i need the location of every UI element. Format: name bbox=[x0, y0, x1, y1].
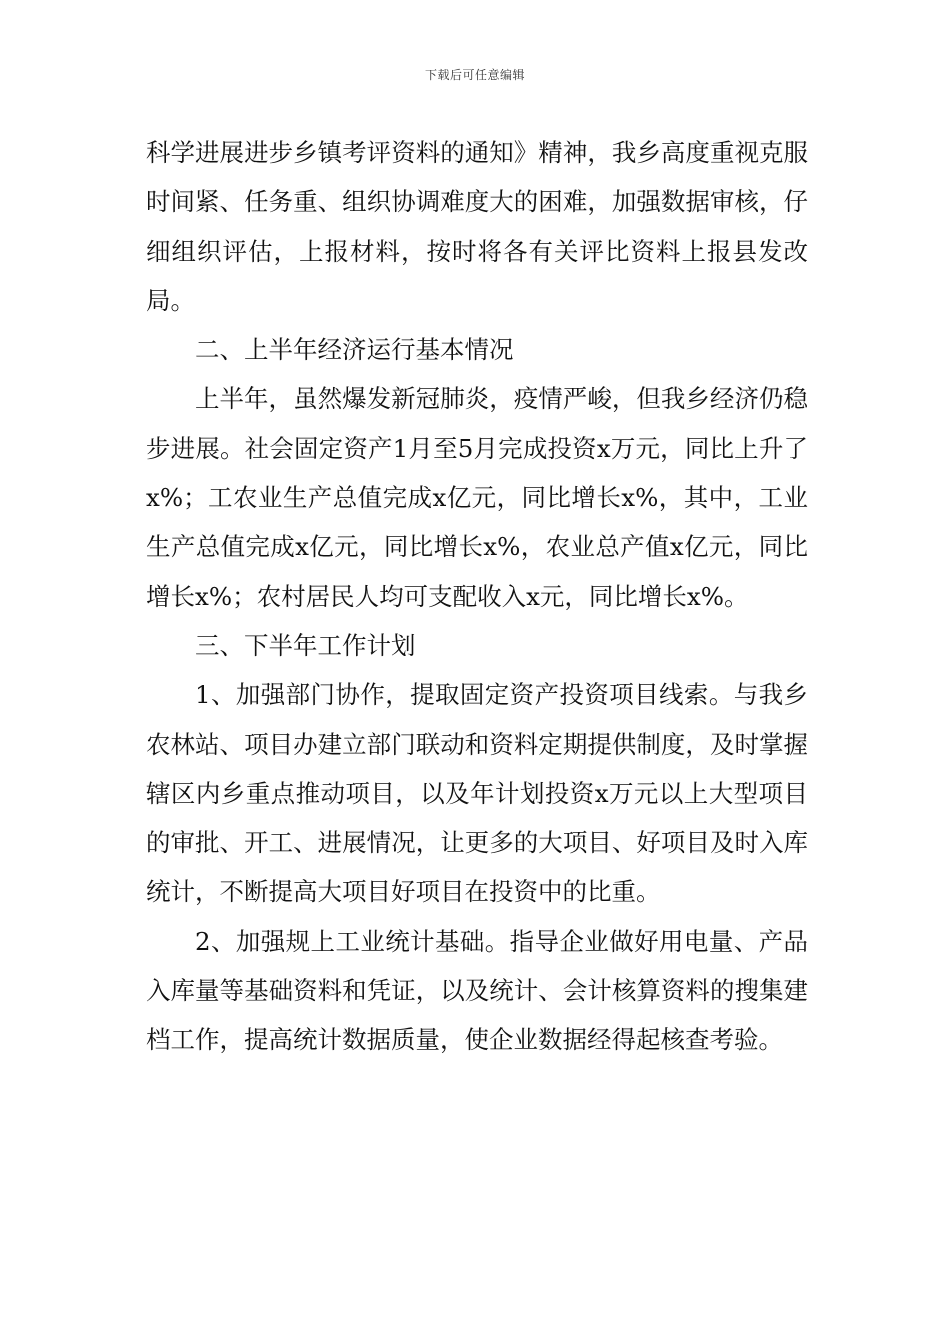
paragraph-evaluation: 科学进展进步乡镇考评资料的通知》精神，我乡高度重视克服时间紧、任务重、组织协调难度大的困难，加强数据审核，仔细组织评估，上报材料，按时将各有关评比资料上报县发改局。 bbox=[146, 138, 808, 315]
paragraph-plan-item-1: 1、加强部门协作，提取固定资产投资项目线索。与我乡农林站、项目办建立部门联动和资料定期提供制度，及时掌握辖区内乡重点推动项目，以及年计划投资x万元以上大型项目的审批、开工、进展情况，让更多的大项目、好项目及时入库统计，不断提高大项目好项目在投资中的比重。 bbox=[146, 680, 808, 907]
section-heading-plan: 三、下半年工作计划 bbox=[195, 630, 416, 660]
paragraph-economy: 上半年，虽然爆发新冠肺炎，疫情严峻，但我乡经济仍稳步进展。社会固定资产1月至5月完成投资x万元，同比上升了x%；工农业生产总值完成x亿元，同比增长x%，其中，工业生产总值完成x亿元，同比增长x%，农业总产值x亿元，同比增长x%；农村居民人均可支配收入x元，同比增长x%。 bbox=[146, 384, 808, 611]
header-note: 下载后可任意编辑 bbox=[424, 68, 525, 82]
document-body bbox=[146, 128, 808, 1065]
paragraph-plan-item-2: 2、加强规上工业统计基础。指导企业做好用电量、产品入库量等基础资料和凭证，以及统计、会计核算资料的搜集建档工作，提高统计数据质量，使企业数据经得起核查考验。 bbox=[146, 926, 808, 1055]
section-heading-economy: 二、上半年经济运行基本情况 bbox=[195, 335, 514, 365]
